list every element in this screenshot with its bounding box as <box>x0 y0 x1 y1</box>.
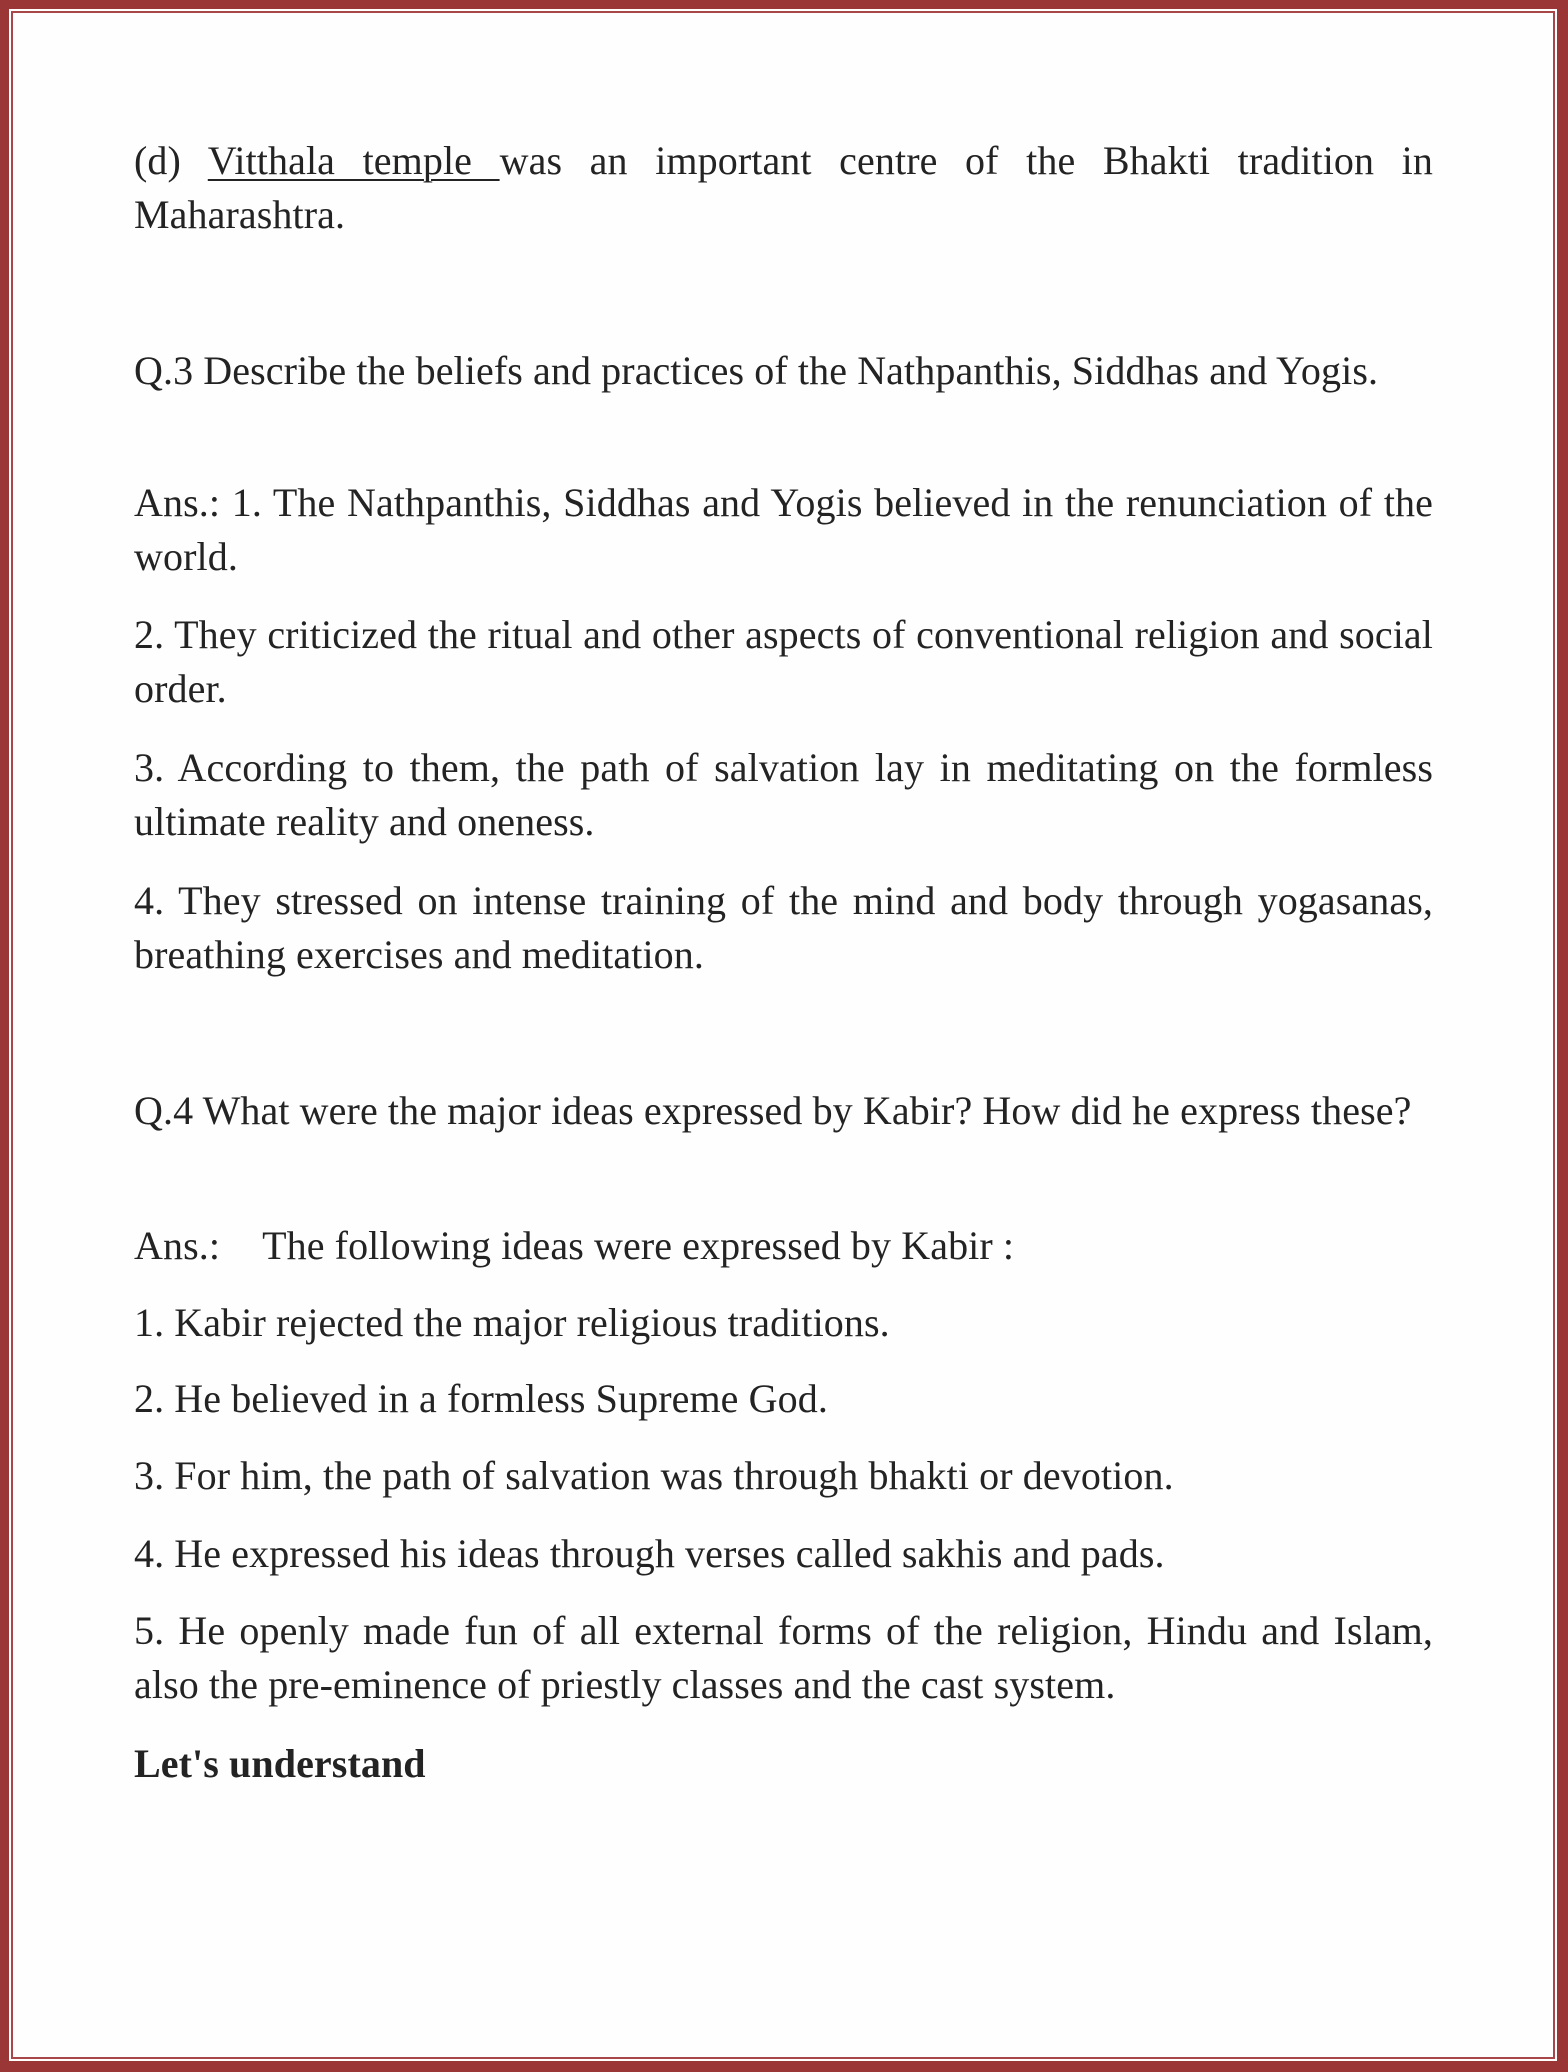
part-d-rest: was an important centre of the Bhakti tradition in Maharashtra. <box>134 138 1433 237</box>
q4-question: Q.4 What were the major ideas expressed by Kabir? How did he express these? <box>134 1088 1412 1133</box>
q4-answer-5: 5. He openly made fun of all external forms of the religion, Hindu and Islam, also the pre-eminence of priestly classes and the cast system. <box>134 1608 1433 1707</box>
part-d-answer-underlined: Vitthala temple <box>207 138 500 183</box>
q3-answer-2: 2. They criticized the ritual and other aspects of conventional religion and social order. <box>134 612 1433 711</box>
part-d-statement <box>134 134 1433 242</box>
q4-answer-3: 3. For him, the path of salvation was through bhakti or devotion. <box>134 1453 1174 1498</box>
q4-ans-intro: The following ideas were expressed by Kabir : <box>262 1223 1015 1268</box>
q4-answer-1: 1. Kabir rejected the major religious traditions. <box>134 1300 890 1345</box>
q4-answer-4: 4. He expressed his ideas through verses called sakhis and pads. <box>134 1531 1165 1576</box>
q3-answer-4: 4. They stressed on intense training of the mind and body through yogasanas, breathing exercises and meditation. <box>134 878 1433 977</box>
q4-answer-intro-line <box>134 1219 1433 1273</box>
q4-answer-2: 2. He believed in a formless Supreme God. <box>134 1376 828 1421</box>
q3-answer-1: Ans.: 1. The Nathpanthis, Siddhas and Yogis believed in the renunciation of the world. <box>134 480 1433 579</box>
q3-answer-3: 3. According to them, the path of salvation lay in meditating on the formless ultimate reality and oneness. <box>134 745 1433 844</box>
q3-question: Q.3 Describe the beliefs and practices of the Nathpanthis, Siddhas and Yogis. <box>134 348 1379 393</box>
section-heading-lets-understand: Let's understand <box>134 1741 426 1786</box>
q4-ans-label: Ans.: <box>134 1223 221 1268</box>
part-d-prefix: (d) <box>134 138 208 183</box>
